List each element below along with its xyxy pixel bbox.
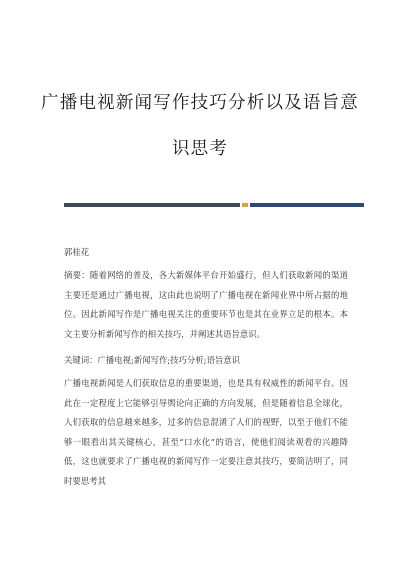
divider-right-segment	[250, 203, 364, 207]
author-name: 郭桂花	[64, 247, 90, 257]
body-text	[64, 374, 348, 491]
page-title-line-2: 识思考	[171, 139, 229, 159]
divider-accent-dot	[242, 203, 248, 207]
abstract-paragraph: 摘要：随着网络的普及，各大新媒体平台开始盛行，但人们获取新闻的渠道主要还是通过广播电视，这由此也说明了广播电视在新闻业界中所占据的地位。因此新闻写作是广播电视关注的重要环节也是其在业界立足的根本。本文主要分析新闻写作的相关技巧，并阐述其语旨意识。	[64, 270, 348, 339]
page-title-line-1: 广播电视新闻写作技巧分析以及语旨意	[41, 93, 359, 113]
divider-left-segment	[64, 203, 240, 207]
title-divider	[64, 203, 364, 207]
keywords-line: 关键词：广播电视;新闻写作;技巧分析;语旨意识	[64, 355, 240, 365]
body-paragraph: 广播电视新闻是人们获取信息的重要渠道，也是具有权威性的新闻平台。因此在一定程度上它能够引导舆论向正确的方向发展，但是随着信息全球化，人们获取的信息越来越多，过多的信息混淆了人们的视野，以至于他们不能够一眼看出其关键核心，甚至“口水化”的语言，使他们阅读观看的兴趣降低，这也就要求了广播电视的新闻写作一定要注意其技巧，要简洁明了，同时要思考其	[64, 378, 348, 486]
